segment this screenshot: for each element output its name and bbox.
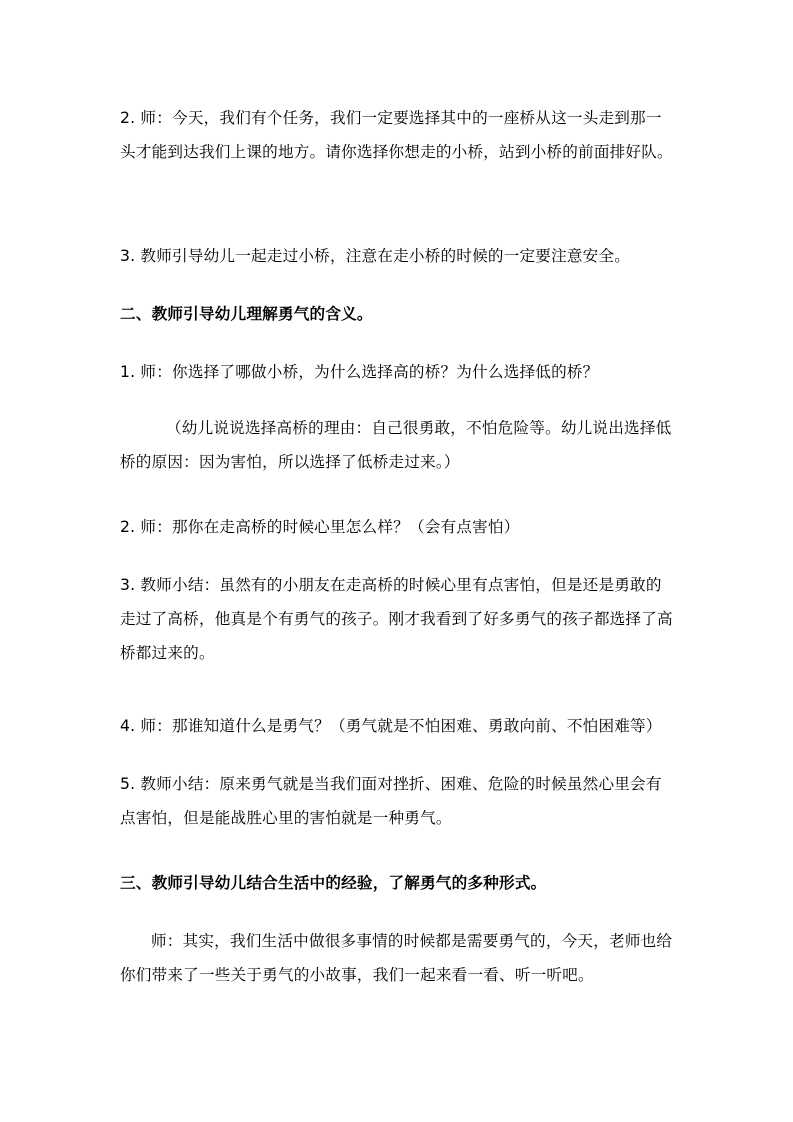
paragraph-summary-5: 5. 教师小结：原来勇气就是当我们面对挫折、困难、危险的时候虽然心里会有点害怕，但是能战胜心里的害怕就是一种勇气。 bbox=[120, 775, 662, 827]
paragraph-teacher-story: 师：其实，我们生活中做很多事情的时候都是需要勇气的，今天，老师也给你们带来了一些关于勇气的小故事，我们一起来看一看、听一听吧。 bbox=[120, 932, 673, 984]
section-heading-3: 三、教师引导幼儿结合生活中的经验，了解勇气的多种形式。 bbox=[120, 874, 547, 892]
paragraph-summary-3: 3. 教师小结：虽然有的小朋友在走高桥的时候心里有点害怕，但是还是勇敢的走过了高桥，他真是个有勇气的孩子。刚才我看到了好多勇气的孩子都选择了高桥都过来的。 bbox=[120, 576, 673, 662]
section-heading-2: 二、教师引导幼儿理解勇气的含义。 bbox=[120, 305, 373, 323]
paragraph-item-3: 3. 教师引导幼儿一起走过小桥，注意在走小桥的时候的一定要注意安全。 bbox=[120, 247, 631, 265]
paragraph-question-4: 4. 师：那谁知道什么是勇气？（勇气就是不怕困难、勇敢向前、不怕困难等） bbox=[120, 717, 662, 735]
paragraph-question-1: 1. 师：你选择了哪做小桥，为什么选择高的桥？为什么选择低的桥？ bbox=[120, 363, 599, 381]
paragraph-question-2: 2. 师：那你在走高桥的时候心里怎么样？（会有点害怕） bbox=[120, 518, 520, 536]
paragraph-children-answers: （幼儿说说选择高桥的理由：自己很勇敢，不怕危险等。幼儿说出选择低桥的原因：因为害怕，所以选择了低桥走过来。） bbox=[120, 419, 672, 471]
paragraph-item-2: 2. 师：今天，我们有个任务，我们一定要选择其中的一座桥从这一头走到那一头才能到达我们上课的地方。请你选择你想走的小桥，站到小桥的前面排好队。 bbox=[120, 109, 673, 161]
